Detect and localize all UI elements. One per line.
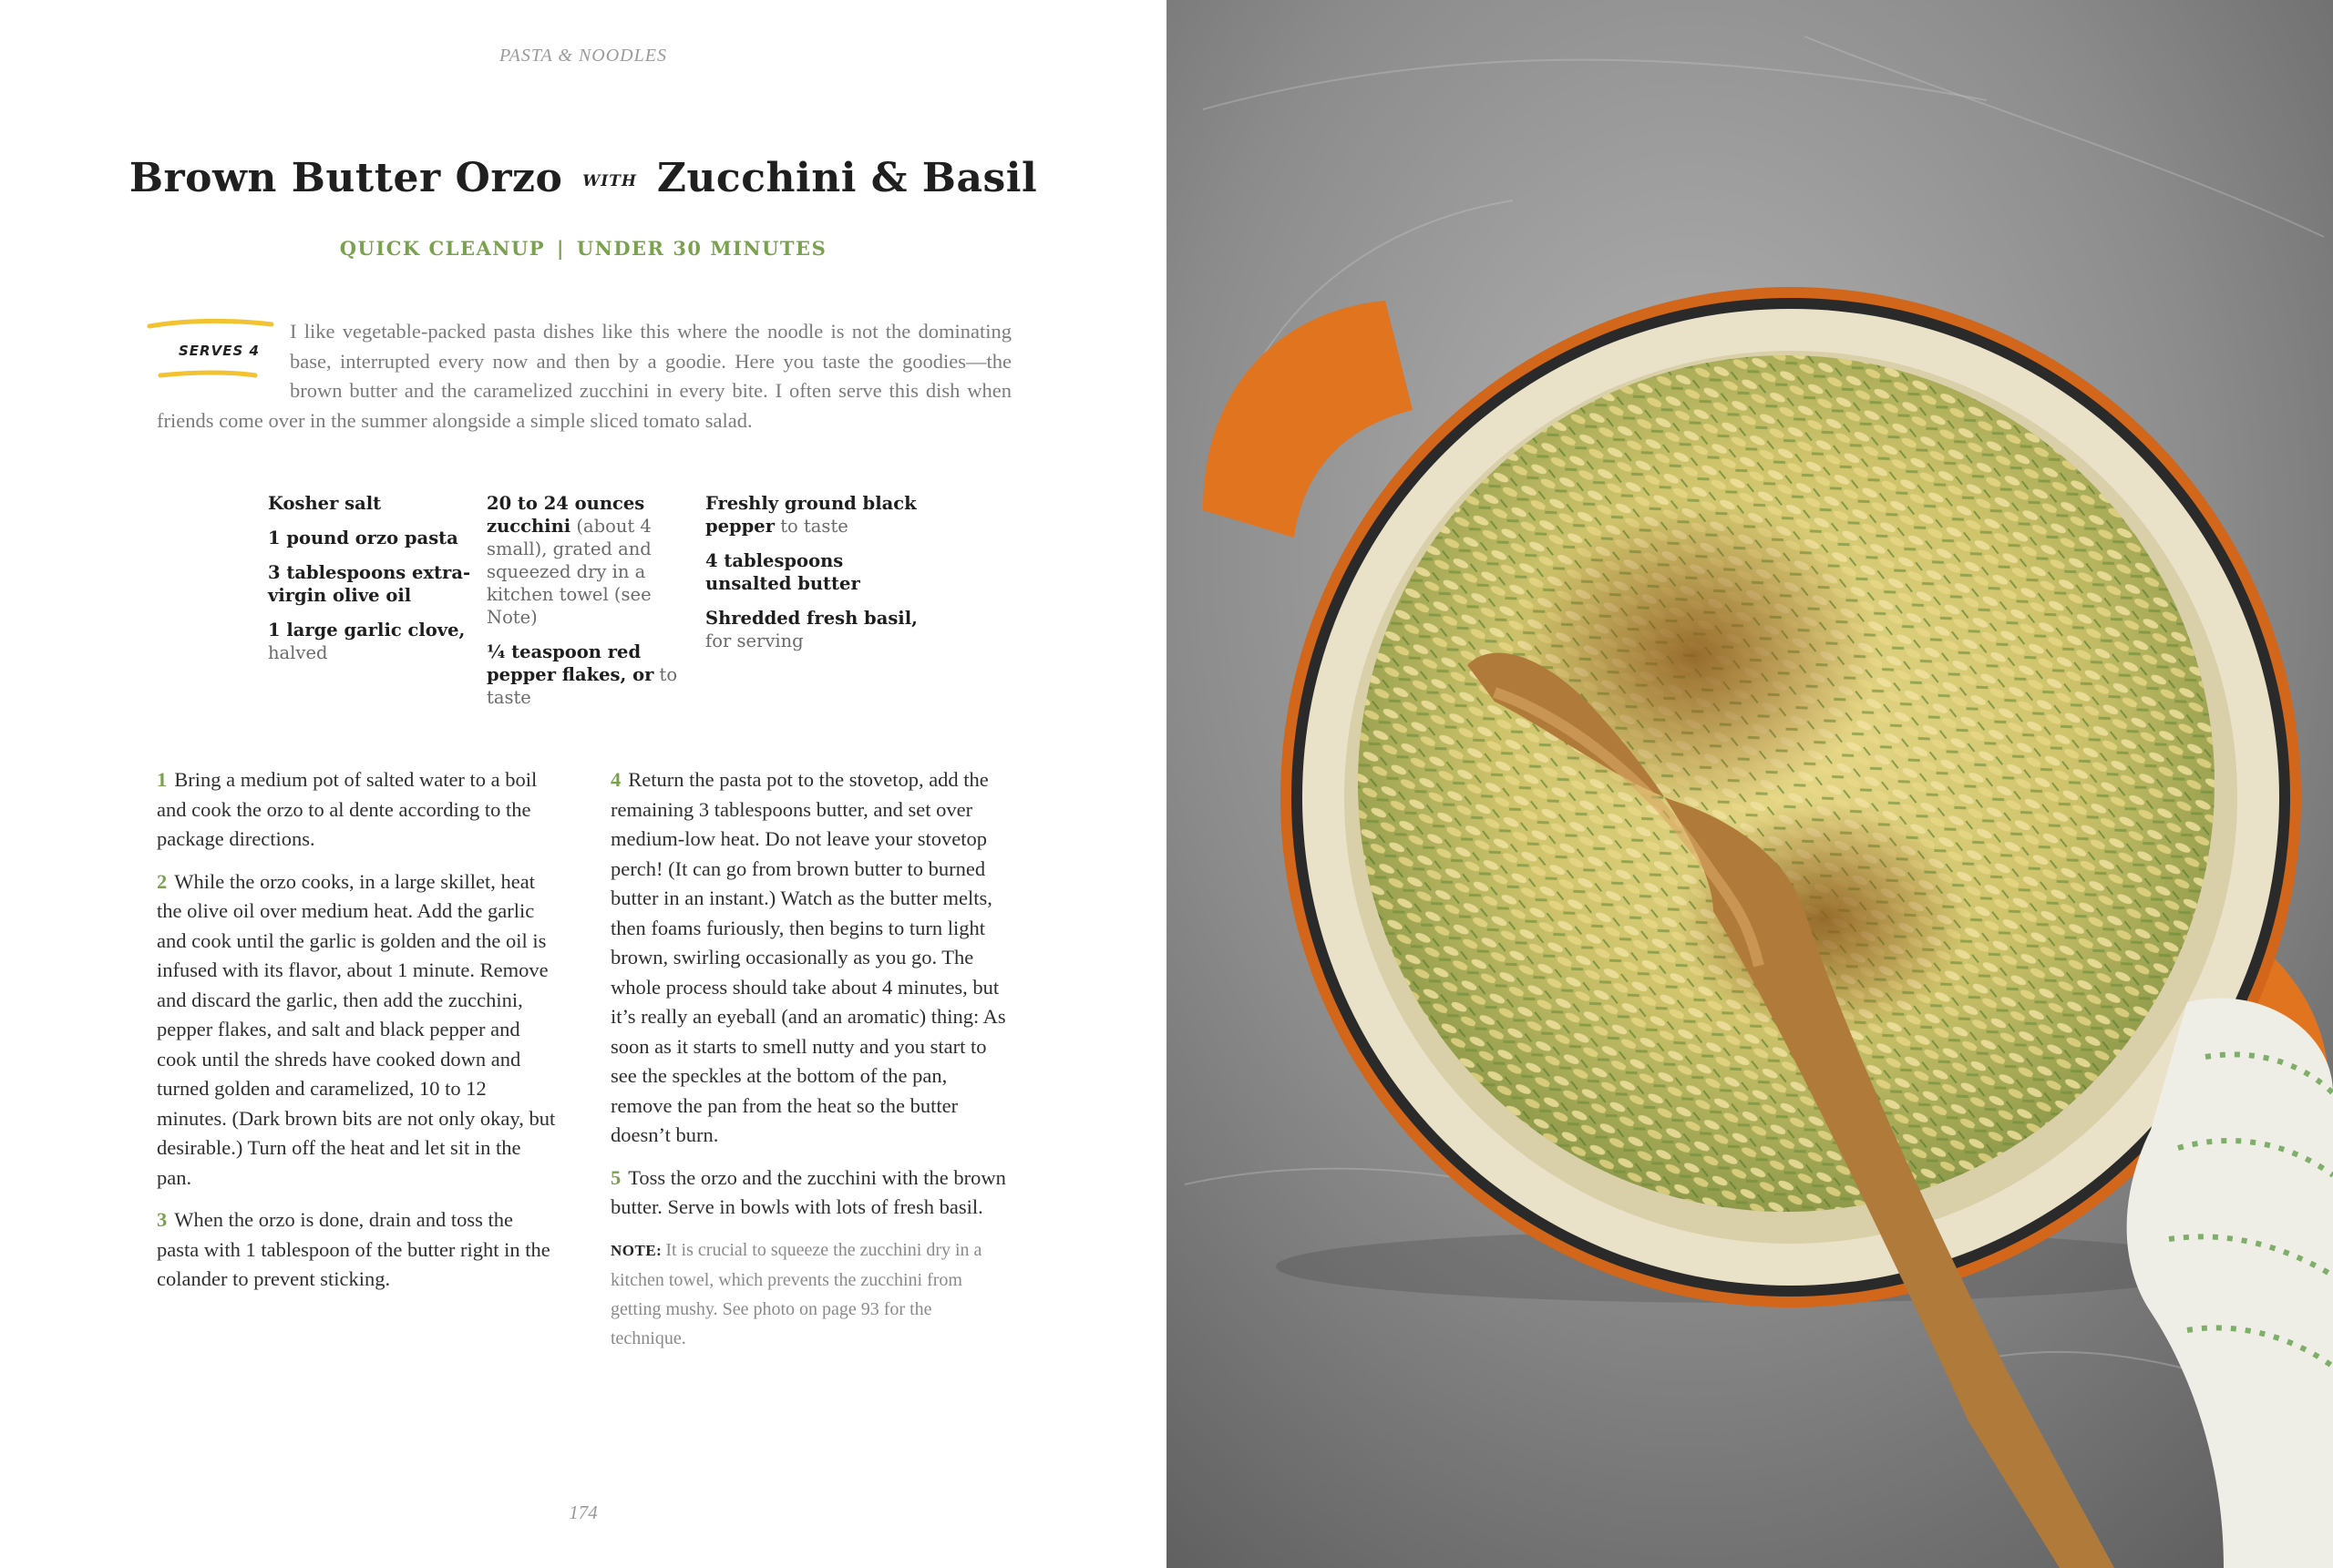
step-1: 1 Bring a medium pot of salted water to a boil and cook the orzo to al dente according to the package directions. xyxy=(157,768,538,850)
ingredient-item: Kosher salt xyxy=(268,493,382,514)
ingredient-item: 1 pound orzo pasta xyxy=(268,528,458,548)
title-part-1: Brown Butter Orzo xyxy=(128,155,563,201)
ingredient-item: 1 large garlic clove, halved xyxy=(268,620,466,663)
left-page xyxy=(0,0,1166,1568)
ingredient-item: Shredded fresh basil, for serving xyxy=(705,608,918,651)
photo-page xyxy=(1166,0,2333,1568)
intro-text: I like vegetable-packed pasta dishes like this where the noodle is not the dominating base, interrupted every now and then by a goodie. Here you taste the goodies—the brown butter and the caramelized zucchini in every bite. I often serve this dish when friends come over in the summer alongside a simple sliced tomato salad. xyxy=(157,320,1012,432)
ingredient-item: 3 tablespoons extra-virgin olive oil xyxy=(268,562,471,606)
title-part-2: Zucchini & Basil xyxy=(656,155,1038,201)
orzo-pot-photo xyxy=(1166,0,2333,1568)
tag-under-30: UNDER 30 MINUTES xyxy=(576,237,827,260)
ingredients-list xyxy=(268,492,924,721)
ingredients-column-1 xyxy=(268,492,487,721)
step-4: 4 Return the pasta pot to the stovetop, add the remaining 3 tablespoons butter, and set over medium-low heat. Do not leave your stovetop perch! (It can go from brown butter to burned butter in an instant.) Watch as the butter melts, then foams furiously, then begins to turn light brown, swirling occasionally as you go. The whole process should take about 4 minutes, but it’s really an eyeball (and an aromatic) thing: As soon as it starts to smell nutty and you start to see the speckles at the bottom of the pan, remove the pan from the heat so the butter doesn’t burn. xyxy=(611,768,1006,1146)
ingredient-item: ¼ teaspoon red pepper flakes, or to taste xyxy=(487,641,678,708)
ingredient-item: 20 to 24 ounces zucchini (about 4 small), grated and squeezed dry in a kitchen towel (see Note) xyxy=(487,493,652,628)
step-5: 5 Toss the orzo and the zucchini with the brown butter. Serve in bowls with lots of fresh basil. xyxy=(611,1165,1006,1218)
serves-label: SERVES 4 xyxy=(179,343,260,359)
running-head: PASTA & NOODLES xyxy=(499,46,667,66)
recipe-note xyxy=(611,1235,1012,1353)
tag-quick-cleanup: QUICK CLEANUP xyxy=(339,237,546,260)
step-3: 3 When the orzo is done, drain and toss the pasta with 1 tablespoon of the butter right in the colander to prevent sticking. xyxy=(157,1208,550,1290)
ingredient-item: Freshly ground black pepper to taste xyxy=(705,493,917,537)
page-number: 174 xyxy=(569,1501,598,1523)
note-text: It is crucial to squeeze the zucchini dry in a kitchen towel, which prevents the zucchini from getting mushy. See photo on page 93 for the technique. xyxy=(611,1239,982,1348)
recipe-title xyxy=(0,155,1166,201)
step-2: 2 While the orzo cooks, in a large skillet, heat the olive oil over medium heat. Add the garlic and cook until the garlic is golden and the oil is infused with its flavor, about 1 minute. Remove and discard the garlic, then add the zucchini, pepper flakes, and salt and black pepper and cook until the shreds have cooked down and turned golden and caramelized, 10 to 12 minutes. (Dark brown bits are not only okay, but desirable.) Turn off the heat and let sit in the pan. xyxy=(157,869,556,1189)
intro-paragraph xyxy=(157,317,1012,436)
ingredients-column-3 xyxy=(705,492,924,721)
title-with: WITH xyxy=(582,171,637,190)
tag-separator: | xyxy=(556,237,566,260)
recipe-tags xyxy=(0,237,1166,260)
method-steps xyxy=(157,765,1012,1353)
note-label: NOTE: xyxy=(611,1241,663,1259)
ingredients-column-2 xyxy=(487,492,705,721)
ingredient-item: 4 tablespoons unsalted butter xyxy=(705,550,860,594)
